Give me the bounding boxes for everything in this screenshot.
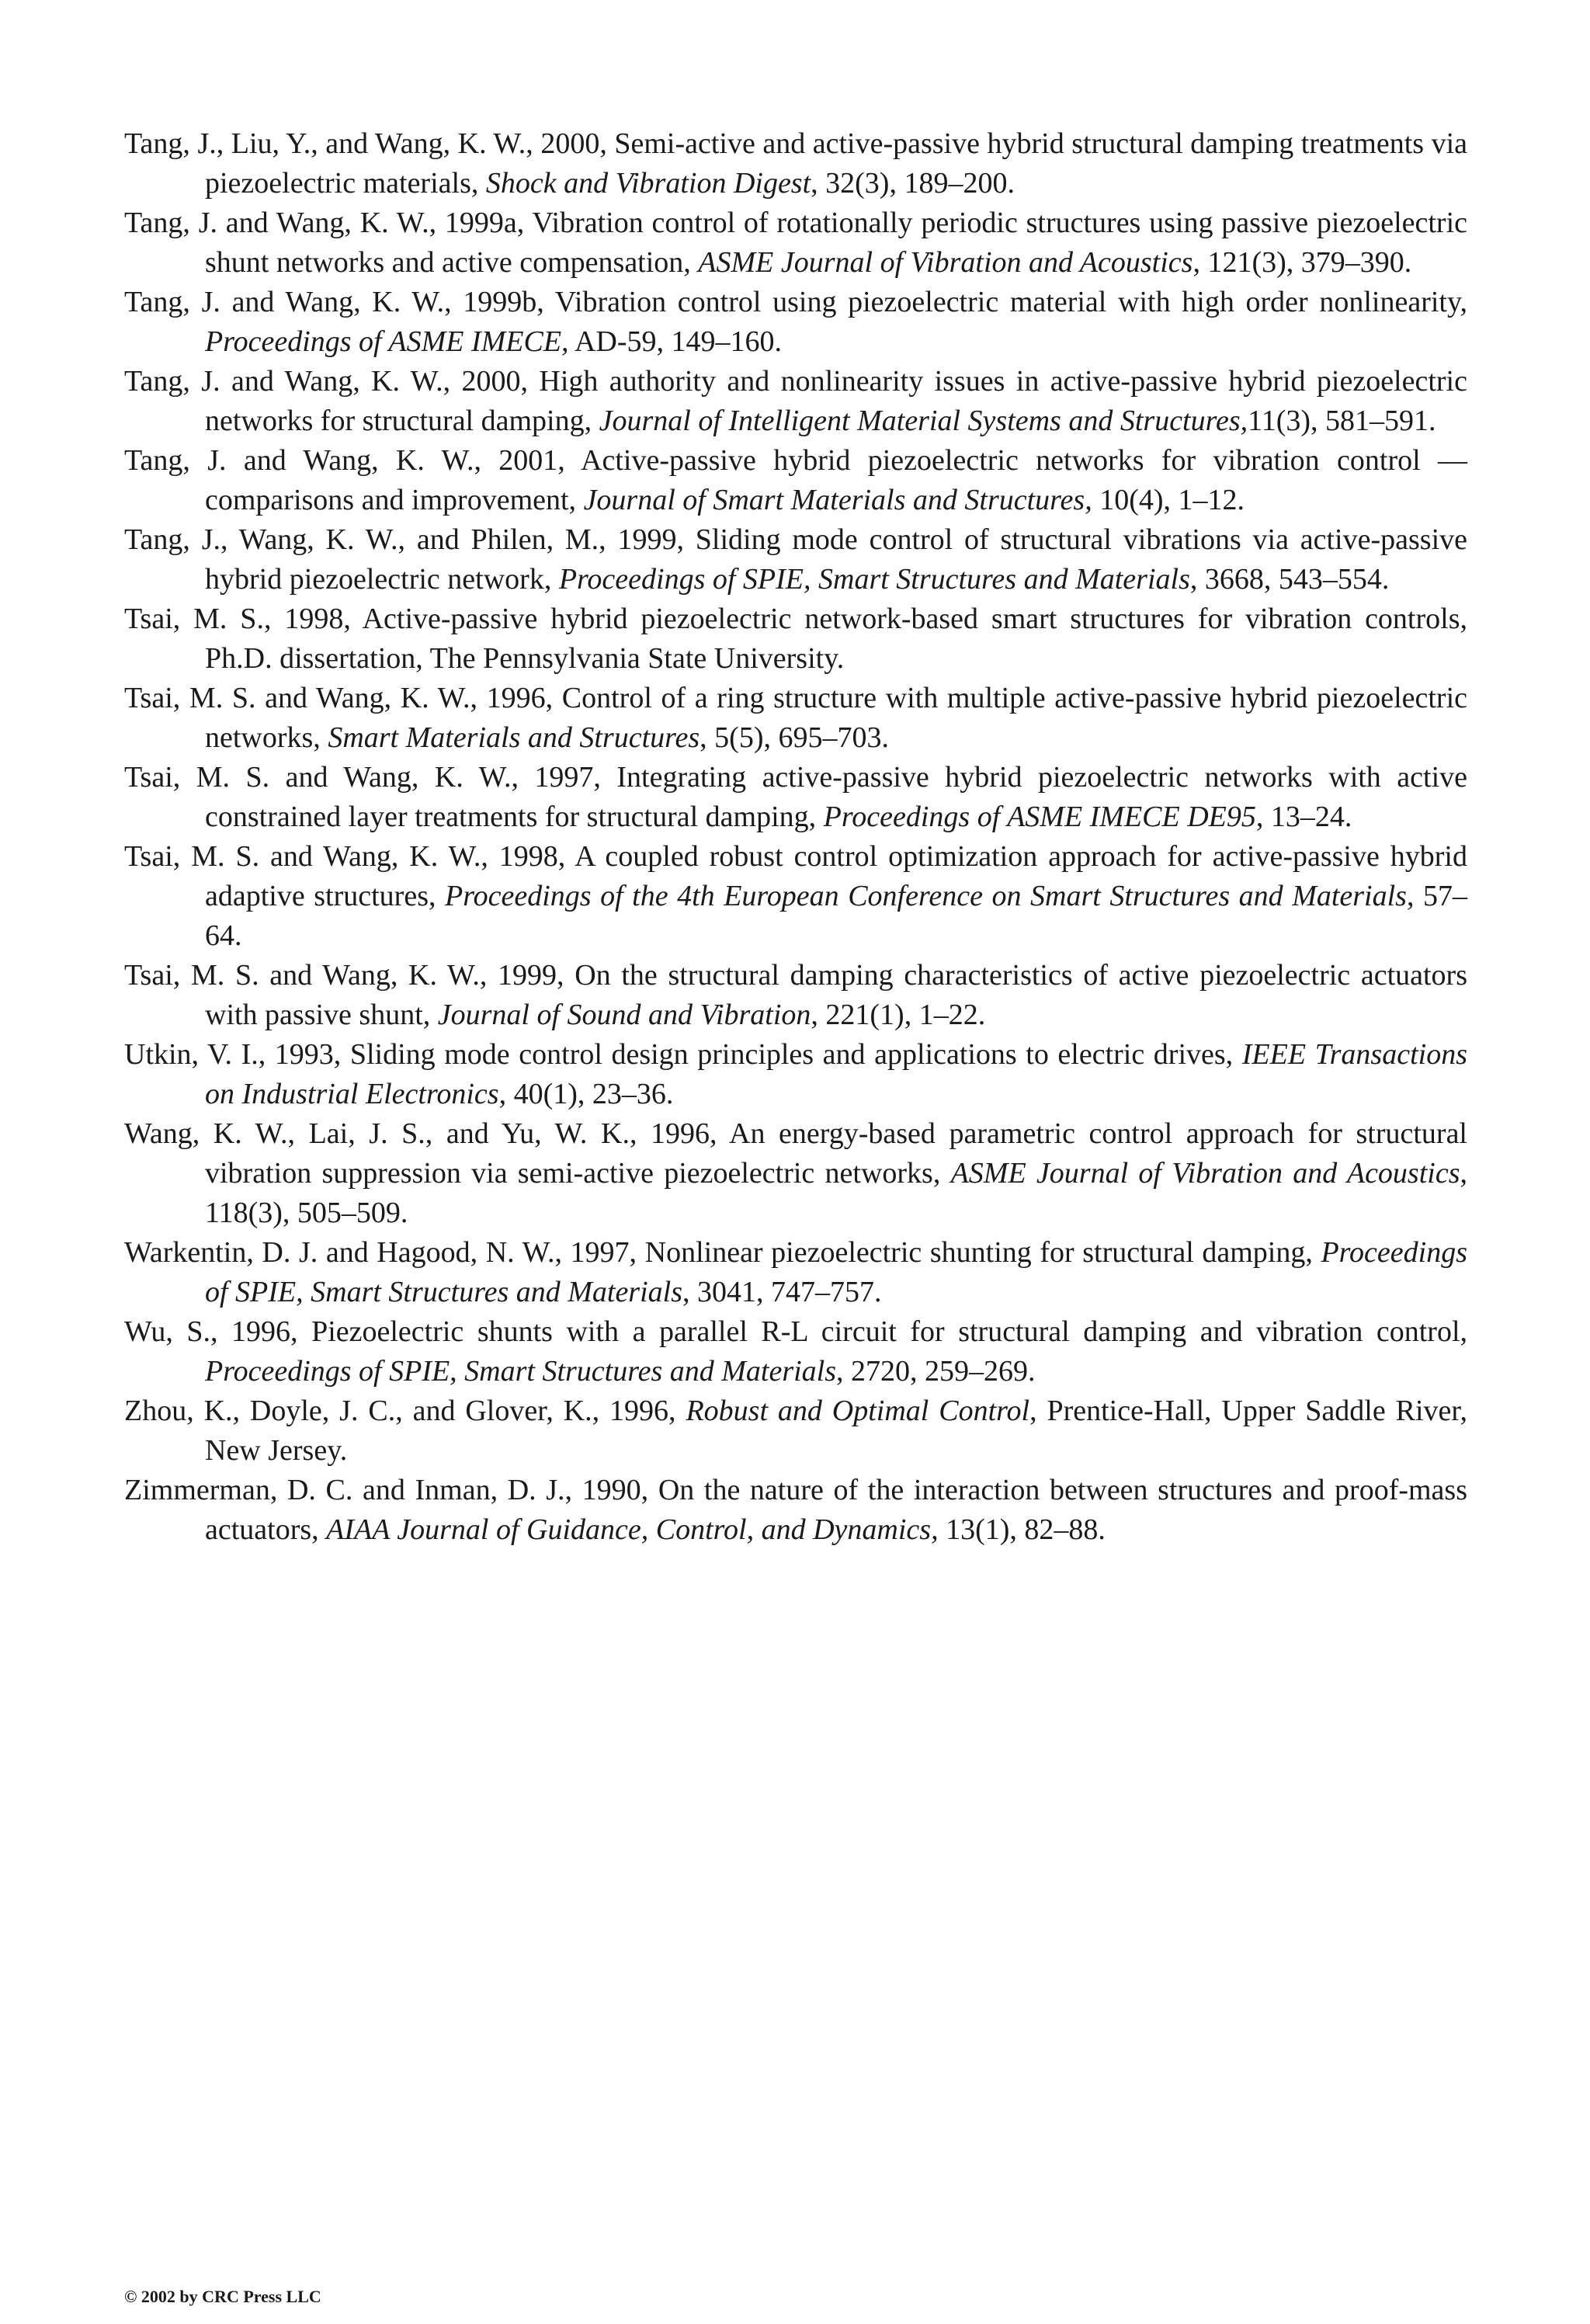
reference-text: Tang, J. and Wang, K. W., 1999a, Vibration control of rotationally periodic structures using passive piezoelectric shunt networks and active compensation, [124, 207, 1467, 279]
reference-source: ASME Journal of Vibration and Acoustics [698, 246, 1193, 279]
reference-text: Tsai, M. S. and Wang, K. W., 1999, On the structural damping characteristics of active piezoelectric actuators with passive shunt, [124, 959, 1467, 1031]
reference-source: Journal of Smart Materials and Structures, [583, 484, 1092, 516]
reference-item [124, 837, 1467, 956]
reference-details: , 2720, 259–269. [836, 1355, 1036, 1388]
reference-source: Proceedings of SPIE, Smart Structures and Materials [205, 1236, 1467, 1308]
reference-details: , 3041, 747–757. [682, 1276, 882, 1308]
reference-item [124, 1391, 1467, 1471]
reference-details: , Prentice-Hall, Upper Saddle River, New Jersey. [205, 1395, 1467, 1467]
reference-item [124, 520, 1467, 599]
reference-details: , 13–24. [1255, 801, 1352, 833]
reference-item [124, 679, 1467, 758]
reference-text: Tang, J. and Wang, K. W., 2000, High authority and nonlinearity issues in active-passive hybrid piezoelectric networks for structural damping, [124, 365, 1467, 437]
copyright-footer: © 2002 by CRC Press LLC [124, 2287, 321, 2306]
reference-item [124, 1233, 1467, 1312]
reference-text: Tang, J., Wang, K. W., and Philen, M., 1999, Sliding mode control of structural vibrations via active-passive hybrid piezoelectric network, [124, 523, 1467, 596]
reference-text: Zimmerman, D. C. and Inman, D. J., 1990, On the nature of the interaction between structures and proof-mass actuators, [124, 1474, 1467, 1546]
reference-item [124, 758, 1467, 837]
reference-details: , 3668, 543–554. [1189, 563, 1390, 596]
reference-text: Tsai, M. S. and Wang, K. W., 1998, A coupled robust control optimization approach for active-passive hybrid adaptive structures, [124, 840, 1467, 912]
reference-source: Shock and Vibration Digest [485, 167, 811, 200]
reference-details: 10(4), 1–12. [1092, 484, 1245, 516]
reference-text: Tsai, M. S., 1998, Active-passive hybrid piezoelectric network-based smart structures for vibration controls, Ph.D. dissertation, The Pennsylvania State University. [124, 603, 1467, 675]
reference-text: Warkentin, D. J. and Hagood, N. W., 1997, Nonlinear piezoelectric shunting for structural damping, [124, 1236, 1321, 1269]
reference-source: IEEE Transactions on Industrial Electronics [205, 1038, 1467, 1110]
reference-text: Zhou, K., Doyle, J. C., and Glover, K., 1996, [124, 1395, 686, 1427]
reference-item [124, 599, 1467, 679]
reference-item [124, 124, 1467, 203]
reference-item [124, 362, 1467, 441]
reference-item [124, 1114, 1467, 1233]
reference-text: Utkin, V. I., 1993, Sliding mode control design principles and applications to electric drives, [124, 1038, 1242, 1071]
reference-source: Journal of Intelligent Material Systems and Structures, [599, 405, 1248, 437]
reference-source: Proceedings of SPIE, Smart Structures and Materials [205, 1355, 837, 1388]
reference-item [124, 203, 1467, 283]
reference-details: , 221(1), 1–22. [811, 999, 986, 1031]
reference-text: Tang, J., Liu, Y., and Wang, K. W., 2000, Semi-active and active-passive hybrid structural damping treatments via piezoelectric materials, [124, 127, 1467, 200]
reference-item [124, 956, 1467, 1035]
reference-source: AIAA Journal of Guidance, Control, and Dynamics, [326, 1513, 939, 1546]
reference-text: Tsai, M. S. and Wang, K. W., 1996, Control of a ring structure with multiple active-passive hybrid piezoelectric networks, [124, 682, 1467, 754]
reference-source: ASME Journal of Vibration and Acoustics [950, 1157, 1460, 1190]
reference-details: , 121(3), 379–390. [1192, 246, 1412, 279]
reference-details: , 32(3), 189–200. [811, 167, 1015, 200]
reference-details: 11(3), 581–591. [1248, 405, 1436, 437]
reference-source: Proceedings of SPIE, Smart Structures and Materials [558, 563, 1190, 596]
reference-source: Proceedings of the 4th European Conference on Smart Structures and Materials [445, 880, 1407, 912]
reference-item [124, 1035, 1467, 1114]
reference-details: , 40(1), 23–36. [498, 1078, 674, 1110]
reference-text: Wang, K. W., Lai, J. S., and Yu, W. K., 1996, An energy-based parametric control approach for structural vibration suppression via semi-active piezoelectric networks, [124, 1117, 1467, 1190]
reference-details: AD-59, 149–160. [568, 325, 783, 358]
reference-item [124, 441, 1467, 520]
reference-source: Proceedings of ASME IMECE DE95 [823, 801, 1256, 833]
reference-source: Robust and Optimal Control [686, 1395, 1030, 1427]
reference-text: Wu, S., 1996, Piezoelectric shunts with a parallel R-L circuit for structural damping and vibration control, [124, 1315, 1467, 1348]
reference-item [124, 1312, 1467, 1391]
reference-details: , 118(3), 505–509. [205, 1157, 1467, 1229]
reference-item [124, 283, 1467, 362]
reference-source: Proceedings of ASME IMECE, [205, 325, 569, 358]
reference-source: Journal of Sound and Vibration [437, 999, 811, 1031]
reference-list [124, 124, 1467, 1550]
reference-text: Tang, J. and Wang, K. W., 1999b, Vibration control using piezoelectric material with high order nonlinearity, [124, 286, 1467, 318]
reference-item [124, 1471, 1467, 1550]
reference-text: Tsai, M. S. and Wang, K. W., 1997, Integrating active-passive hybrid piezoelectric networks with active constrained layer treatments for structural damping, [124, 761, 1467, 833]
reference-details: , 57–64. [205, 880, 1467, 952]
reference-text: Tang, J. and Wang, K. W., 2001, Active-passive hybrid piezoelectric networks for vibration control — comparisons and improvement, [124, 444, 1467, 516]
reference-details: , 5(5), 695–703. [700, 721, 889, 754]
reference-details: 13(1), 82–88. [938, 1513, 1106, 1546]
reference-source: Smart Materials and Structures [328, 721, 700, 754]
